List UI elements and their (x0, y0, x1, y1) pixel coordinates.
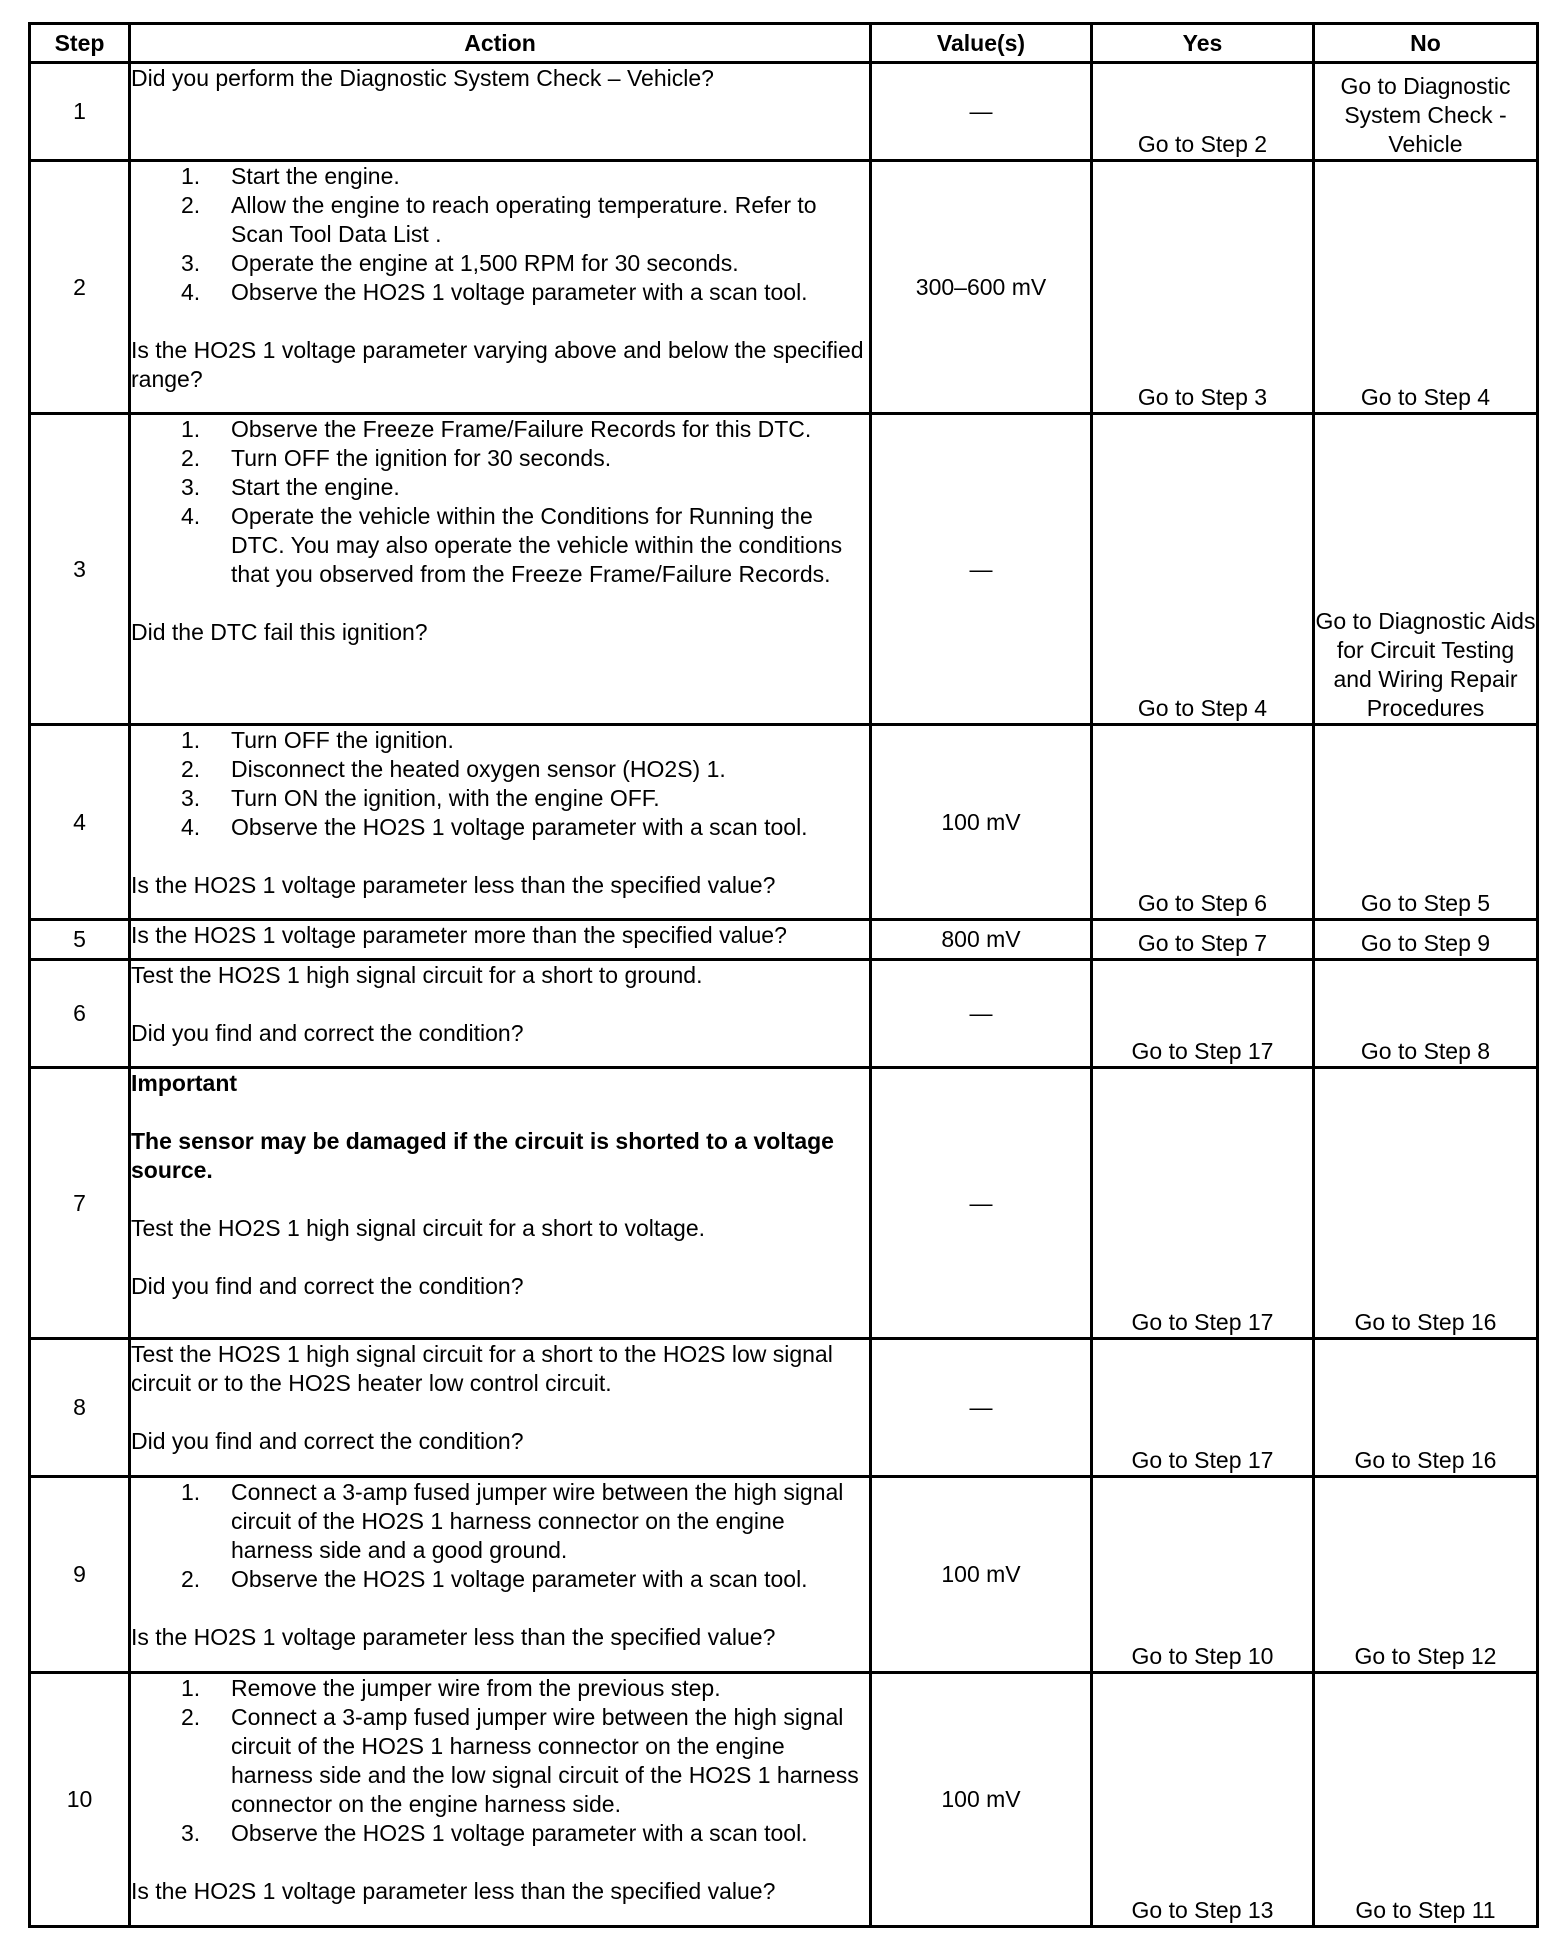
value-cell: 100 mV (871, 1477, 1092, 1673)
action-question: Did you find and correct the condition? (131, 1273, 524, 1299)
value-cell: 100 mV (871, 725, 1092, 920)
action-step: 3. Observe the HO2S 1 voltage parameter with a scan tool. (181, 1820, 808, 1846)
action-step: 3. Operate the engine at 1,500 RPM for 30 seconds. (181, 250, 739, 276)
yes-cell: Go to Step 2 (1092, 63, 1314, 161)
value-cell: 100 mV (871, 1673, 1092, 1927)
step-number: 4 (30, 725, 130, 920)
action-cell (130, 960, 871, 1068)
table-row (30, 960, 1538, 1068)
no-cell: Go to Step 5 (1314, 725, 1538, 920)
action-text: Test the HO2S 1 high signal circuit for a short to the HO2S low signal circuit or to the HO2S heater low control circuit. (131, 1341, 833, 1396)
header-row (30, 24, 1538, 63)
action-step: 1. Remove the jumper wire from the previous step. (181, 1675, 721, 1701)
step-number: 8 (30, 1339, 130, 1477)
no-cell: Go to Diagnostic System Check - Vehicle (1314, 63, 1538, 161)
table-row (30, 1068, 1538, 1339)
action-text: Test the HO2S 1 high signal circuit for a short to ground. (131, 962, 703, 988)
no-cell: Go to Step 16 (1314, 1068, 1538, 1339)
step-number: 3 (30, 414, 130, 725)
value-cell: — (871, 1339, 1092, 1477)
header-values: Value(s) (871, 24, 1092, 63)
table-row (30, 1477, 1538, 1673)
diagnostic-table (28, 22, 1539, 1928)
value-cell: 800 mV (871, 920, 1092, 960)
step-number: 6 (30, 960, 130, 1068)
action-steps (131, 162, 869, 307)
yes-cell: Go to Step 10 (1092, 1477, 1314, 1673)
step-number: 9 (30, 1477, 130, 1673)
yes-cell: Go to Step 17 (1092, 960, 1314, 1068)
yes-cell: Go to Step 7 (1092, 920, 1314, 960)
action-text: Test the HO2S 1 high signal circuit for a short to voltage. (131, 1215, 706, 1241)
important-label: Important (131, 1070, 238, 1096)
action-step: 4. Observe the HO2S 1 voltage parameter with a scan tool. (181, 279, 808, 305)
action-step: 1. Start the engine. (181, 163, 400, 189)
header-step: Step (30, 24, 130, 63)
action-question: Is the HO2S 1 voltage parameter varying above and below the specified range? (131, 337, 864, 392)
action-cell (130, 161, 871, 414)
action-question: Did you perform the Diagnostic System Check – Vehicle? (131, 65, 714, 91)
action-step: 1. Turn OFF the ignition. (181, 727, 454, 753)
action-question: Is the HO2S 1 voltage parameter more than the specified value? (131, 922, 787, 948)
header-yes: Yes (1092, 24, 1314, 63)
value-cell: 300–600 mV (871, 161, 1092, 414)
action-cell (130, 1339, 871, 1477)
action-step: 2. Turn OFF the ignition for 30 seconds. (181, 445, 612, 471)
no-cell: Go to Diagnostic Aids for Circuit Testing and Wiring Repair Procedures (1314, 414, 1538, 725)
table-row (30, 161, 1538, 414)
important-text: The sensor may be damaged if the circuit is shorted to a voltage source. (131, 1128, 834, 1183)
table-row (30, 920, 1538, 960)
step-number: 2 (30, 161, 130, 414)
action-cell (130, 920, 871, 960)
value-cell: — (871, 1068, 1092, 1339)
no-cell: Go to Step 9 (1314, 920, 1538, 960)
action-step: 3. Turn ON the ignition, with the engine OFF. (181, 785, 660, 811)
action-cell (130, 63, 871, 161)
action-cell (130, 414, 871, 725)
table-row (30, 1673, 1538, 1927)
header-action: Action (130, 24, 871, 63)
action-step: 4. Observe the HO2S 1 voltage parameter with a scan tool. (181, 814, 808, 840)
action-step: 2. Disconnect the heated oxygen sensor (HO2S) 1. (181, 756, 726, 782)
yes-cell: Go to Step 3 (1092, 161, 1314, 414)
action-cell (130, 1673, 871, 1927)
action-step: 3. Start the engine. (181, 474, 400, 500)
action-question: Is the HO2S 1 voltage parameter less than the specified value? (131, 872, 776, 898)
action-cell (130, 1477, 871, 1673)
action-step: 2. Observe the HO2S 1 voltage parameter with a scan tool. (181, 1566, 808, 1592)
step-number: 7 (30, 1068, 130, 1339)
action-question: Did the DTC fail this ignition? (131, 619, 428, 645)
action-step: 1. Connect a 3-amp fused jumper wire between the high signal circuit of the HO2S 1 harness connector on the engine harness side and a good ground. (181, 1479, 844, 1563)
action-cell (130, 725, 871, 920)
step-number: 5 (30, 920, 130, 960)
action-question: Did you find and correct the condition? (131, 1020, 524, 1046)
yes-cell: Go to Step 17 (1092, 1068, 1314, 1339)
header-no: No (1314, 24, 1538, 63)
action-question: Is the HO2S 1 voltage parameter less than the specified value? (131, 1624, 776, 1650)
action-steps (131, 1674, 869, 1848)
action-step: 1. Observe the Freeze Frame/Failure Records for this DTC. (181, 416, 812, 442)
action-cell (130, 1068, 871, 1339)
action-steps (131, 726, 869, 842)
table-row (30, 725, 1538, 920)
table-row (30, 63, 1538, 161)
step-number: 10 (30, 1673, 130, 1927)
no-cell: Go to Step 8 (1314, 960, 1538, 1068)
action-step: 2. Connect a 3-amp fused jumper wire between the high signal circuit of the HO2S 1 harness connector on the engine harness side and the low signal circuit of the HO2S 1 harness connector on the engine harness side. (181, 1704, 859, 1817)
action-steps (131, 415, 869, 589)
yes-cell: Go to Step 6 (1092, 725, 1314, 920)
no-cell: Go to Step 4 (1314, 161, 1538, 414)
table-row (30, 1339, 1538, 1477)
action-step: 2. Allow the engine to reach operating temperature. Refer to Scan Tool Data List . (181, 192, 817, 247)
no-cell: Go to Step 12 (1314, 1477, 1538, 1673)
yes-cell: Go to Step 13 (1092, 1673, 1314, 1927)
action-question: Is the HO2S 1 voltage parameter less than the specified value? (131, 1878, 776, 1904)
no-cell: Go to Step 16 (1314, 1339, 1538, 1477)
yes-cell: Go to Step 17 (1092, 1339, 1314, 1477)
step-number: 1 (30, 63, 130, 161)
action-steps (131, 1478, 869, 1594)
action-step: 4. Operate the vehicle within the Conditions for Running the DTC. You may also operate the vehicle within the conditions that you observed from the Freeze Frame/Failure Records. (181, 503, 843, 587)
value-cell: — (871, 414, 1092, 725)
action-question: Did you find and correct the condition? (131, 1428, 524, 1454)
table-row (30, 414, 1538, 725)
value-cell: — (871, 960, 1092, 1068)
no-cell: Go to Step 11 (1314, 1673, 1538, 1927)
yes-cell: Go to Step 4 (1092, 414, 1314, 725)
value-cell: — (871, 63, 1092, 161)
